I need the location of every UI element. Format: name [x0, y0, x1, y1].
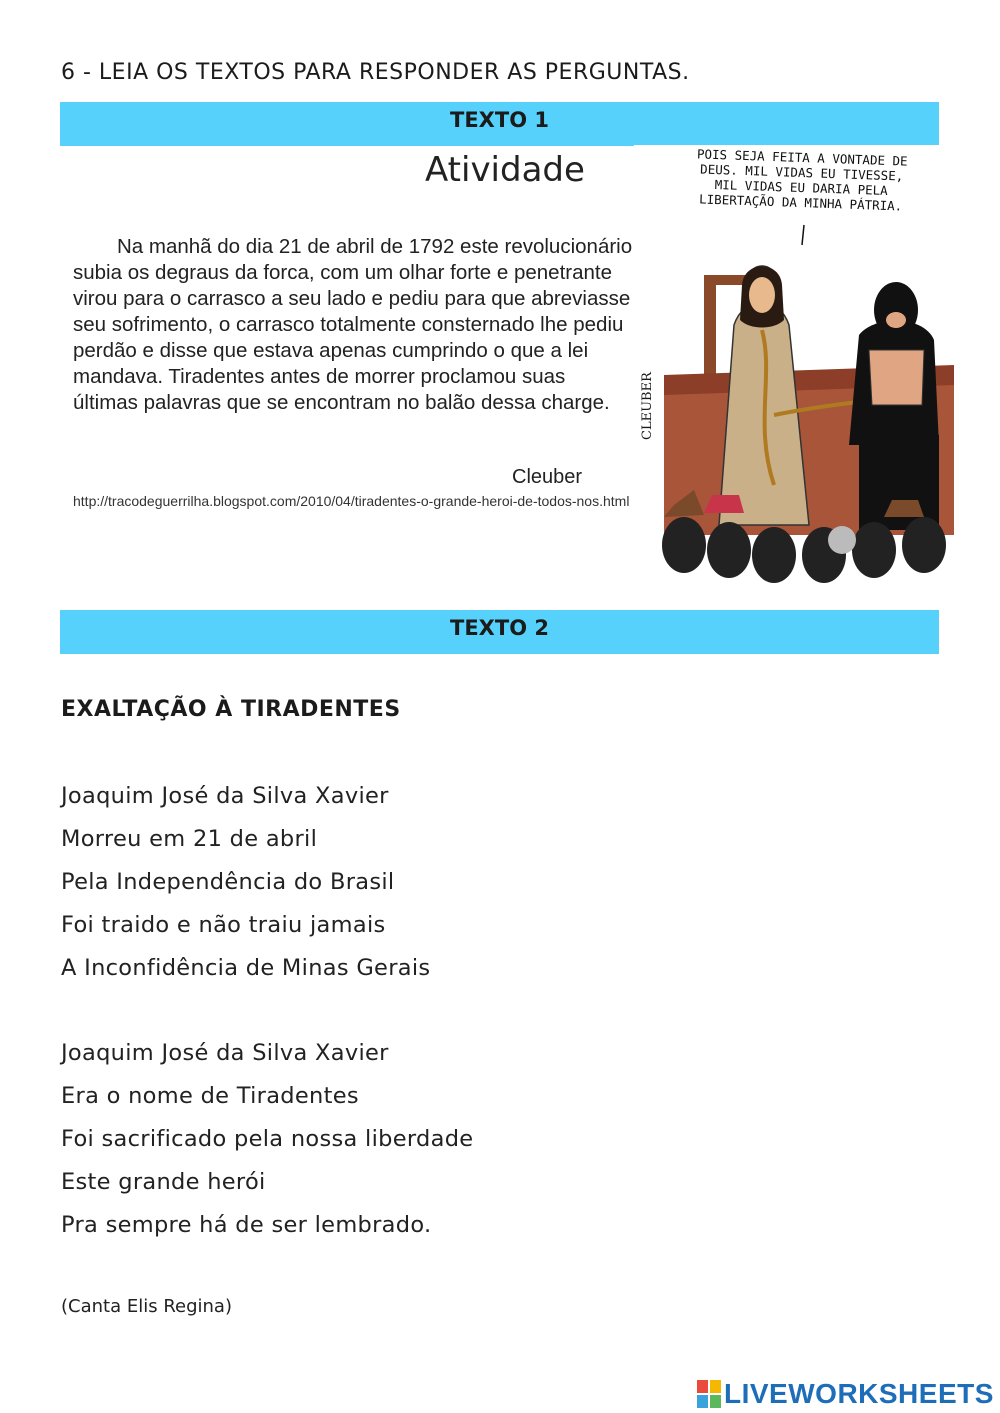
texto1-header: TEXTO 1: [60, 102, 939, 146]
texto1-author: Cleuber: [512, 466, 583, 488]
poem-line: Pra sempre há de ser lembrado.: [61, 1212, 432, 1238]
liveworksheets-brand-text: LIVEWORKSHEETS: [724, 1378, 994, 1409]
texto2-header: TEXTO 2: [60, 610, 939, 654]
poem-line: Morreu em 21 de abril: [61, 826, 318, 852]
poem-stanza-1: [61, 775, 430, 990]
texto1-body: [73, 234, 633, 416]
poem-line: Era o nome de Tiradentes: [61, 1083, 359, 1109]
question-heading: 6 - LEIA OS TEXTOS PARA RESPONDER AS PERGUNTAS.: [61, 60, 690, 85]
poem-line: Este grande herói: [61, 1169, 266, 1195]
poem-title: EXALTAÇÃO À TIRADENTES: [61, 697, 401, 722]
liveworksheets-logo-icon: [697, 1380, 721, 1408]
texto1-paragraph: Na manhã do dia 21 de abril de 1792 este revolucionário subia os degraus da forca, com um olhar forte e penetrante virou para o carrasco a seu lado e pediu para que abreviasse seu sofrimento, o carrasco totalmente consternado lhe pediu perdão e disse que estava apenas cumprindo o que a lei mandava. Tiradentes antes de morrer proclamou suas últimas palavras que se encontram no balão dessa charge.: [73, 235, 633, 414]
cartoon-speech-bubble: POIS SEJA FEITA A VONTADE DE DEUS. MIL VIDAS EU TIVESSE, MIL VIDAS EU DARIA PELA LIBERTAÇÃO DA MINHA PÁTRIA.: [696, 146, 908, 214]
texto1-source-link: http://tracodeguerrilha.blogspot.com/2010/04/tiradentes-o-grande-heroi-de-todos-nos.html: [73, 493, 630, 509]
cartoon-signature: CLEUBER: [640, 372, 655, 440]
texto1-title: Atividade: [425, 150, 585, 190]
poem-line: Pela Independência do Brasil: [61, 869, 395, 895]
liveworksheets-logo: [697, 1376, 994, 1412]
poem-line: Joaquim José da Silva Xavier: [61, 783, 389, 809]
poem-stanza-2: [61, 1032, 473, 1247]
poem-line: Foi sacrificado pela nossa liberdade: [61, 1126, 474, 1152]
poem-line: Foi traido e não traiu jamais: [61, 912, 386, 938]
poem-credit: (Canta Elis Regina): [61, 1296, 232, 1317]
poem-line: Joaquim José da Silva Xavier: [61, 1040, 389, 1066]
poem-line: A Inconfidência de Minas Gerais: [61, 955, 431, 981]
